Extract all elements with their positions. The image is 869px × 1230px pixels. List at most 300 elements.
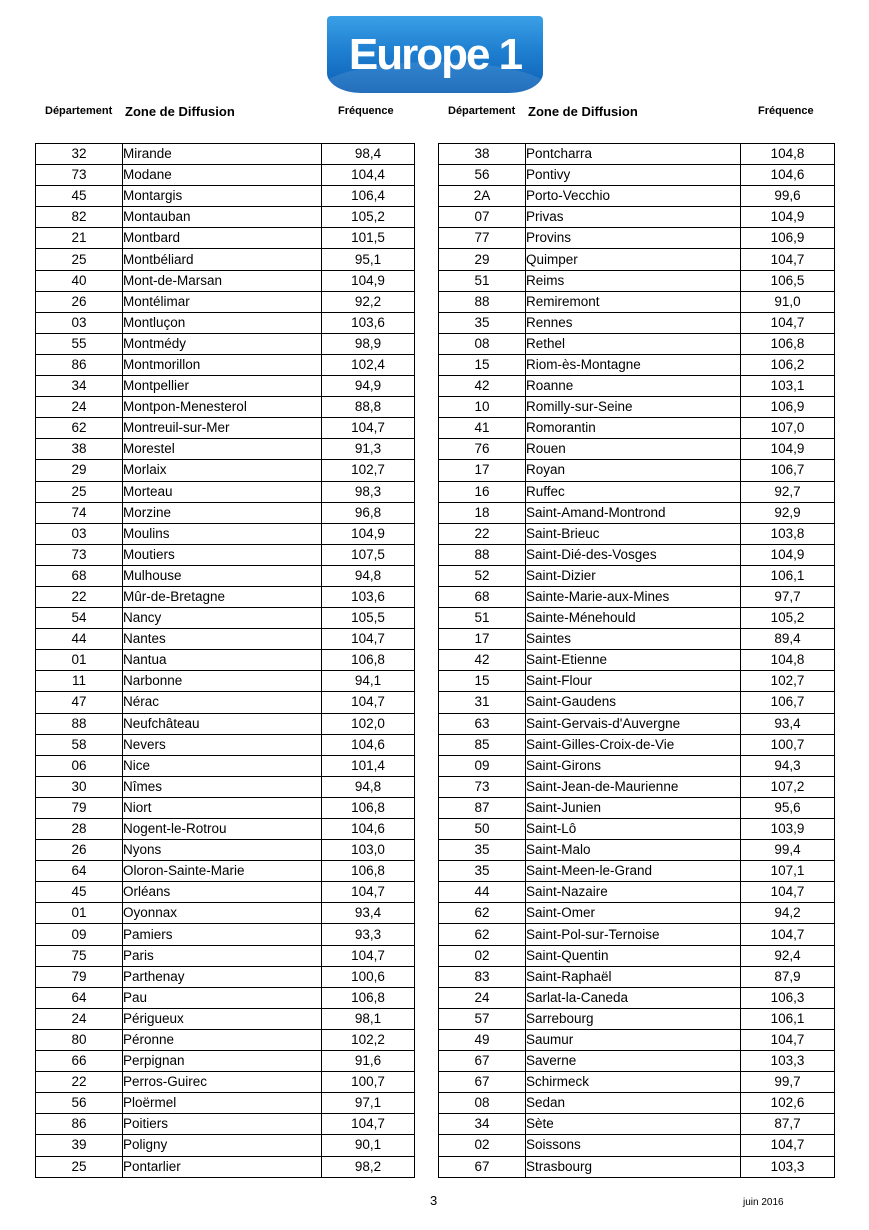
table-row (36, 544, 415, 565)
zone-cell: Soissons (526, 1135, 741, 1156)
table-row (36, 439, 415, 460)
zone-cell: Saint-Dizier (526, 565, 741, 586)
zone-cell: Saverne (526, 1051, 741, 1072)
table-row (439, 144, 835, 165)
zone-cell: Perros-Guirec (123, 1072, 322, 1093)
table-row (36, 650, 415, 671)
departement-cell: 29 (36, 460, 123, 481)
frequence-cell: 104,9 (322, 523, 415, 544)
frequence-cell: 104,9 (741, 544, 835, 565)
zone-cell: Saint-Quentin (526, 945, 741, 966)
departement-cell: 67 (439, 1156, 526, 1177)
departement-cell: 75 (36, 945, 123, 966)
zone-cell: Roanne (526, 376, 741, 397)
frequence-cell: 103,3 (741, 1156, 835, 1177)
table-row (36, 924, 415, 945)
departement-cell: 08 (439, 1093, 526, 1114)
zone-cell: Niort (123, 797, 322, 818)
departement-cell: 77 (439, 228, 526, 249)
zone-cell: Montmédy (123, 333, 322, 354)
departement-cell: 51 (439, 608, 526, 629)
departement-cell: 24 (36, 397, 123, 418)
table-row (439, 1008, 835, 1029)
table-row (36, 671, 415, 692)
frequence-cell: 106,9 (741, 397, 835, 418)
zone-cell: Morzine (123, 502, 322, 523)
zone-cell: Saint-Raphaël (526, 966, 741, 987)
zone-cell: Saint-Jean-de-Maurienne (526, 776, 741, 797)
table-row (439, 397, 835, 418)
zone-cell: Reims (526, 270, 741, 291)
zone-cell: Saint-Nazaire (526, 882, 741, 903)
table-row (439, 186, 835, 207)
departement-cell: 68 (439, 586, 526, 607)
departement-cell: 22 (36, 1072, 123, 1093)
departement-cell: 06 (36, 755, 123, 776)
zone-cell: Pontcharra (526, 144, 741, 165)
zone-cell: Nantes (123, 629, 322, 650)
zone-cell: Perpignan (123, 1051, 322, 1072)
frequence-cell: 100,6 (322, 966, 415, 987)
frequence-cell: 104,7 (741, 924, 835, 945)
table-row (439, 776, 835, 797)
departement-cell: 18 (439, 502, 526, 523)
zone-cell: Remiremont (526, 291, 741, 312)
departement-cell: 26 (36, 840, 123, 861)
zone-cell: Strasbourg (526, 1156, 741, 1177)
table-body-left (36, 144, 415, 1178)
table-row (439, 1072, 835, 1093)
zone-cell: Nice (123, 755, 322, 776)
table-row (439, 333, 835, 354)
frequence-cell: 94,2 (741, 903, 835, 924)
frequence-cell: 87,7 (741, 1114, 835, 1135)
table-row (439, 544, 835, 565)
frequence-cell: 103,0 (322, 840, 415, 861)
departement-cell: 11 (36, 671, 123, 692)
departement-cell: 51 (439, 270, 526, 291)
departement-cell: 26 (36, 291, 123, 312)
zone-cell: Pamiers (123, 924, 322, 945)
zone-cell: Montluçon (123, 312, 322, 333)
zone-cell: Nogent-le-Rotrou (123, 819, 322, 840)
departement-cell: 09 (36, 924, 123, 945)
table-row (439, 1029, 835, 1050)
frequence-cell: 102,6 (741, 1093, 835, 1114)
zone-cell: Romilly-sur-Seine (526, 397, 741, 418)
frequence-cell: 103,1 (741, 376, 835, 397)
frequence-cell: 104,7 (322, 882, 415, 903)
frequence-cell: 104,7 (322, 629, 415, 650)
departement-cell: 31 (439, 692, 526, 713)
zone-cell: Sainte-Marie-aux-Mines (526, 586, 741, 607)
table-row (36, 249, 415, 270)
zone-cell: Mûr-de-Bretagne (123, 586, 322, 607)
zone-cell: Saint-Etienne (526, 650, 741, 671)
table-body-right (439, 144, 835, 1178)
table-row (439, 924, 835, 945)
frequence-cell: 94,1 (322, 671, 415, 692)
zone-cell: Nevers (123, 734, 322, 755)
departement-cell: 09 (439, 755, 526, 776)
table-row (439, 713, 835, 734)
zone-cell: Ploërmel (123, 1093, 322, 1114)
table-row (36, 418, 415, 439)
frequence-cell: 104,6 (322, 819, 415, 840)
frequence-cell: 104,7 (741, 249, 835, 270)
zone-cell: Mirande (123, 144, 322, 165)
departement-cell: 86 (36, 1114, 123, 1135)
table-row (36, 1114, 415, 1135)
table-row (36, 861, 415, 882)
zone-cell: Rouen (526, 439, 741, 460)
frequence-cell: 106,8 (741, 333, 835, 354)
departement-cell: 25 (36, 249, 123, 270)
table-row (439, 312, 835, 333)
zone-cell: Nantua (123, 650, 322, 671)
departement-cell: 17 (439, 460, 526, 481)
departement-cell: 88 (439, 291, 526, 312)
departement-cell: 24 (36, 1008, 123, 1029)
table-row (439, 565, 835, 586)
frequence-cell: 106,1 (741, 1008, 835, 1029)
zone-cell: Neufchâteau (123, 713, 322, 734)
frequence-cell: 104,9 (741, 207, 835, 228)
departement-cell: 86 (36, 354, 123, 375)
frequence-cell: 92,4 (741, 945, 835, 966)
zone-cell: Saint-Junien (526, 797, 741, 818)
zone-cell: Saint-Lô (526, 819, 741, 840)
frequence-cell: 103,6 (322, 586, 415, 607)
frequence-cell: 107,0 (741, 418, 835, 439)
frequence-cell: 104,7 (741, 1029, 835, 1050)
frequence-cell: 105,2 (322, 207, 415, 228)
zone-cell: Sarlat-la-Caneda (526, 987, 741, 1008)
frequence-cell: 104,7 (741, 882, 835, 903)
zone-cell: Saint-Girons (526, 755, 741, 776)
table-row (36, 882, 415, 903)
departement-cell: 85 (439, 734, 526, 755)
frequence-cell: 100,7 (322, 1072, 415, 1093)
zone-cell: Ruffec (526, 481, 741, 502)
departement-cell: 32 (36, 144, 123, 165)
frequence-cell: 88,8 (322, 397, 415, 418)
frequence-cell: 91,0 (741, 291, 835, 312)
table-row (439, 1135, 835, 1156)
departement-cell: 56 (439, 165, 526, 186)
frequence-cell: 106,8 (322, 987, 415, 1008)
frequence-cell: 102,2 (322, 1029, 415, 1050)
departement-cell: 15 (439, 671, 526, 692)
frequence-cell: 105,5 (322, 608, 415, 629)
zone-cell: Saint-Brieuc (526, 523, 741, 544)
table-row (439, 586, 835, 607)
table-row (439, 797, 835, 818)
table-row (36, 354, 415, 375)
frequence-cell: 100,7 (741, 734, 835, 755)
departement-cell: 82 (36, 207, 123, 228)
frequence-cell: 93,3 (322, 924, 415, 945)
table-row (439, 502, 835, 523)
frequence-cell: 98,2 (322, 1156, 415, 1177)
table-row (439, 376, 835, 397)
zone-cell: Poligny (123, 1135, 322, 1156)
zone-cell: Sainte-Ménehould (526, 608, 741, 629)
departement-cell: 45 (36, 186, 123, 207)
table-row (439, 207, 835, 228)
departement-cell: 16 (439, 481, 526, 502)
departement-cell: 41 (439, 418, 526, 439)
table-row (439, 228, 835, 249)
zone-cell: Saint-Pol-sur-Ternoise (526, 924, 741, 945)
table-row (36, 840, 415, 861)
zone-cell: Montbéliard (123, 249, 322, 270)
departement-cell: 42 (439, 650, 526, 671)
table-row (36, 228, 415, 249)
table-row (36, 629, 415, 650)
frequence-cell: 105,2 (741, 608, 835, 629)
departement-cell: 44 (36, 629, 123, 650)
table-row (439, 481, 835, 502)
frequence-cell: 106,7 (741, 692, 835, 713)
zone-cell: Sedan (526, 1093, 741, 1114)
zone-cell: Saint-Gervais-d'Auvergne (526, 713, 741, 734)
zone-cell: Modane (123, 165, 322, 186)
departement-cell: 74 (36, 502, 123, 523)
table-row (439, 734, 835, 755)
zone-cell: Saint-Dié-des-Vosges (526, 544, 741, 565)
departement-cell: 22 (439, 523, 526, 544)
departement-cell: 38 (439, 144, 526, 165)
zone-cell: Paris (123, 945, 322, 966)
logo-text: Europe 1 (348, 29, 522, 79)
frequence-cell: 102,7 (741, 671, 835, 692)
frequence-cell: 98,3 (322, 481, 415, 502)
frequence-cell: 104,8 (741, 650, 835, 671)
frequence-cell: 97,7 (741, 586, 835, 607)
zone-cell: Quimper (526, 249, 741, 270)
departement-cell: 64 (36, 987, 123, 1008)
zone-cell: Saint-Meen-le-Grand (526, 861, 741, 882)
frequence-cell: 103,6 (322, 312, 415, 333)
frequence-cell: 93,4 (741, 713, 835, 734)
header-frequence-left: Fréquence (338, 105, 394, 117)
departement-cell: 38 (36, 439, 123, 460)
zone-cell: Sarrebourg (526, 1008, 741, 1029)
departement-cell: 73 (36, 165, 123, 186)
frequence-cell: 107,1 (741, 861, 835, 882)
departement-cell: 15 (439, 354, 526, 375)
departement-cell: 47 (36, 692, 123, 713)
frequence-cell: 102,7 (322, 460, 415, 481)
frequence-cell: 106,3 (741, 987, 835, 1008)
departement-cell: 02 (439, 945, 526, 966)
zone-cell: Moulins (123, 523, 322, 544)
frequence-cell: 106,7 (741, 460, 835, 481)
frequence-cell: 106,8 (322, 861, 415, 882)
frequence-cell: 93,4 (322, 903, 415, 924)
departement-cell: 76 (439, 439, 526, 460)
departement-cell: 25 (36, 481, 123, 502)
frequency-table-left (35, 143, 415, 1178)
table-row (439, 945, 835, 966)
departement-cell: 17 (439, 629, 526, 650)
zone-cell: Pontarlier (123, 1156, 322, 1177)
table-row (36, 945, 415, 966)
table-row (36, 270, 415, 291)
table-row (36, 523, 415, 544)
zone-cell: Nyons (123, 840, 322, 861)
frequence-cell: 91,6 (322, 1051, 415, 1072)
frequence-cell: 107,5 (322, 544, 415, 565)
frequence-cell: 103,3 (741, 1051, 835, 1072)
departement-cell: 35 (439, 840, 526, 861)
table-row (36, 903, 415, 924)
frequence-cell: 106,9 (741, 228, 835, 249)
departement-cell: 88 (36, 713, 123, 734)
frequence-cell: 106,1 (741, 565, 835, 586)
frequence-cell: 92,7 (741, 481, 835, 502)
zone-cell: Péronne (123, 1029, 322, 1050)
departement-cell: 42 (439, 376, 526, 397)
header-frequence-right: Fréquence (758, 105, 814, 117)
table-row (439, 608, 835, 629)
zone-cell: Porto-Vecchio (526, 186, 741, 207)
departement-cell: 79 (36, 966, 123, 987)
departement-cell: 10 (439, 397, 526, 418)
zone-cell: Provins (526, 228, 741, 249)
departement-cell: 63 (439, 713, 526, 734)
departement-cell: 08 (439, 333, 526, 354)
table-row (36, 608, 415, 629)
departement-cell: 73 (439, 776, 526, 797)
table-row (439, 1051, 835, 1072)
table-row (439, 1093, 835, 1114)
table-row (439, 523, 835, 544)
departement-cell: 67 (439, 1051, 526, 1072)
table-row (439, 755, 835, 776)
departement-cell: 35 (439, 861, 526, 882)
header-departement-left: Département (45, 105, 113, 117)
table-row (36, 797, 415, 818)
frequence-cell: 102,4 (322, 354, 415, 375)
table-row (439, 966, 835, 987)
table-row (439, 460, 835, 481)
departement-cell: 52 (439, 565, 526, 586)
frequence-cell: 95,1 (322, 249, 415, 270)
zone-cell: Montpon-Menesterol (123, 397, 322, 418)
zone-cell: Montélimar (123, 291, 322, 312)
table-row (36, 1135, 415, 1156)
zone-cell: Royan (526, 460, 741, 481)
frequence-cell: 96,8 (322, 502, 415, 523)
departement-cell: 67 (439, 1072, 526, 1093)
table-row (439, 819, 835, 840)
frequence-cell: 104,7 (322, 945, 415, 966)
zone-cell: Montargis (123, 186, 322, 207)
frequence-cell: 104,8 (741, 144, 835, 165)
zone-cell: Montbard (123, 228, 322, 249)
departement-cell: 03 (36, 312, 123, 333)
table-row (36, 1029, 415, 1050)
table-row (36, 333, 415, 354)
header-zone-left: Zone de Diffusion (125, 104, 235, 119)
table-row (36, 397, 415, 418)
table-row (439, 1114, 835, 1135)
frequence-cell: 104,7 (322, 692, 415, 713)
page-number: 3 (430, 1193, 438, 1208)
table-row (36, 376, 415, 397)
table-row (439, 650, 835, 671)
table-row (36, 1072, 415, 1093)
table-row (36, 692, 415, 713)
frequence-cell: 104,7 (322, 1114, 415, 1135)
zone-cell: Nérac (123, 692, 322, 713)
header-departement-right: Département (448, 105, 516, 117)
table-row (36, 481, 415, 502)
departement-cell: 56 (36, 1093, 123, 1114)
frequence-cell: 104,9 (322, 270, 415, 291)
table-row (439, 354, 835, 375)
zone-cell: Rennes (526, 312, 741, 333)
departement-cell: 50 (439, 819, 526, 840)
frequence-cell: 97,1 (322, 1093, 415, 1114)
zone-cell: Sète (526, 1114, 741, 1135)
table-row (439, 861, 835, 882)
zone-cell: Montauban (123, 207, 322, 228)
departement-cell: 62 (439, 924, 526, 945)
departement-cell: 44 (439, 882, 526, 903)
frequence-cell: 99,6 (741, 186, 835, 207)
zone-cell: Montreuil-sur-Mer (123, 418, 322, 439)
frequence-cell: 106,2 (741, 354, 835, 375)
frequence-cell: 106,8 (322, 650, 415, 671)
table-row (439, 249, 835, 270)
zone-cell: Montmorillon (123, 354, 322, 375)
departement-cell: 64 (36, 861, 123, 882)
departement-cell: 2A (439, 186, 526, 207)
frequence-cell: 91,3 (322, 439, 415, 460)
frequence-cell: 98,1 (322, 1008, 415, 1029)
zone-cell: Schirmeck (526, 1072, 741, 1093)
table-row (439, 903, 835, 924)
frequence-cell: 102,0 (322, 713, 415, 734)
departement-cell: 87 (439, 797, 526, 818)
departement-cell: 62 (439, 903, 526, 924)
zone-cell: Romorantin (526, 418, 741, 439)
frequence-cell: 94,9 (322, 376, 415, 397)
zone-cell: Nancy (123, 608, 322, 629)
zone-cell: Saint-Omer (526, 903, 741, 924)
departement-cell: 54 (36, 608, 123, 629)
table-row (36, 565, 415, 586)
table-row (36, 1093, 415, 1114)
departement-cell: 88 (439, 544, 526, 565)
departement-cell: 62 (36, 418, 123, 439)
table-row (36, 966, 415, 987)
table-row (36, 186, 415, 207)
departement-cell: 01 (36, 903, 123, 924)
table-row (36, 312, 415, 333)
frequence-cell: 87,9 (741, 966, 835, 987)
frequence-cell: 106,4 (322, 186, 415, 207)
table-row (439, 291, 835, 312)
departement-cell: 49 (439, 1029, 526, 1050)
departement-cell: 40 (36, 270, 123, 291)
zone-cell: Nîmes (123, 776, 322, 797)
zone-cell: Saint-Amand-Montrond (526, 502, 741, 523)
frequence-cell: 106,5 (741, 270, 835, 291)
